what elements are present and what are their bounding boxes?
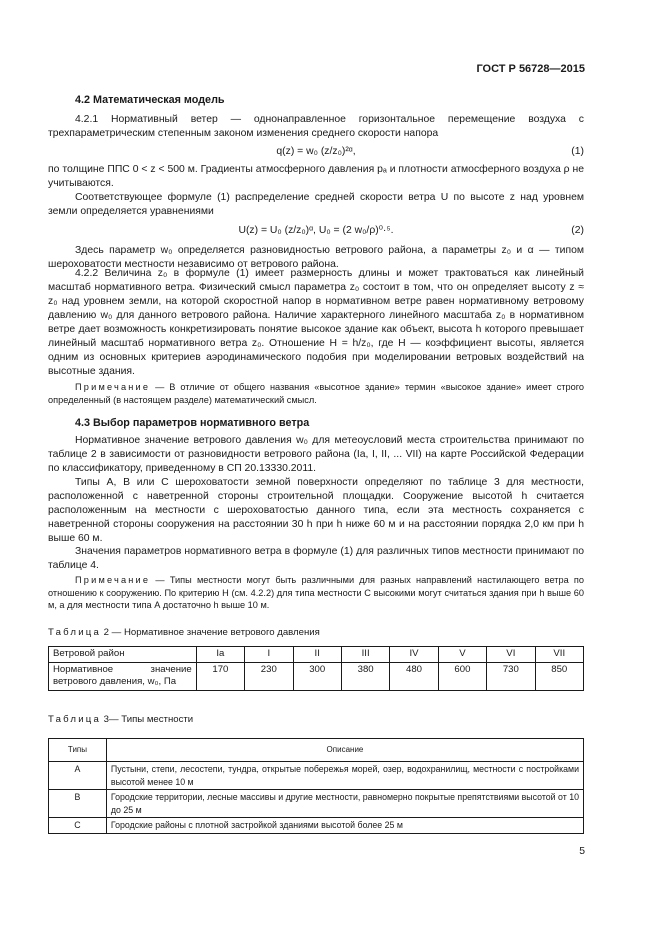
table-cell: 850: [535, 662, 583, 690]
formula-2-expression: U(z) = U₀ (z/z₀)ᵅ, U₀ = (2 w₀/ρ)⁰·⁵.: [238, 225, 394, 236]
table-2-caption-label: Таблица: [48, 627, 102, 638]
table-cell: IV: [390, 647, 438, 663]
table-3-caption-text: 3— Типы местности: [101, 714, 194, 725]
table-cell: B: [49, 790, 107, 818]
table-cell: VI: [487, 647, 535, 663]
table-3-caption-label: Таблица: [48, 714, 102, 725]
formula-1-expression: q(z) = w₀ (z/z₀)²ᵅ,: [276, 146, 356, 157]
formula-2: [48, 224, 584, 238]
table-cell: 300: [293, 662, 341, 690]
table-3: [48, 738, 584, 834]
table-cell: 170: [196, 662, 244, 690]
table-cell: 480: [390, 662, 438, 690]
section-heading-4-2: 4.2 Математическая модель: [75, 94, 225, 106]
paragraph-4-2-1-d: Здесь параметр w₀ определяется разновидностью ветрового района, а параметры z₀ и α — типом шероховатости местности независимо от ветрового района.: [48, 245, 584, 270]
note-label: Примечание: [75, 382, 151, 392]
paragraph-4-2-1-b: по толщине ППС 0 < z < 500 м. Градиенты атмосферного давления pₐ и плотности атмосферного воздуха ρ не учитываются.: [48, 164, 584, 189]
formula-1: [48, 145, 584, 159]
table-2-value-label: Нормативное значение ветрового давления, w₀, Па: [49, 662, 197, 690]
table-3-caption: [48, 713, 193, 727]
table-row: [49, 790, 584, 818]
note-text: — Типы местности могут быть различными для разных направлений настилающего ветра по отношению к сооружению. По критерию H (см. 4.2.2) для типа местности С высокими могут считаться здания при h выше 60 м, а для местности типа А достаточно h выше 10 м.: [48, 575, 584, 610]
table-row: [49, 762, 584, 790]
table-cell: Пустыни, степи, лесостепи, тундра, открытые побережья морей, озер, водохранилищ, местности с постройками высотой менее 10 м: [106, 762, 583, 790]
table-2-caption: [48, 626, 320, 640]
table-cell: III: [341, 647, 389, 663]
formula-1-number: (1): [571, 146, 584, 157]
note-4-3: [48, 574, 584, 612]
document-code: ГОСТ Р 56728—2015: [476, 63, 585, 75]
note-text: — В отличие от общего названия «высотное здание» термин «высокое здание» имеет строго определенный (в настоящем разделе) математический смысл.: [48, 382, 584, 405]
table-cell: 230: [245, 662, 293, 690]
table-cell: C: [49, 818, 107, 834]
table-cell: Ia: [196, 647, 244, 663]
paragraph-4-2-1: 4.2.1 Нормативный ветер — однонаправленное горизонтальное перемещение воздуха с трехпараметрическим степенным законом изменения среднего скорости напора: [48, 114, 584, 139]
table-cell: I: [245, 647, 293, 663]
table-cell: Городские территории, лесные массивы и другие местности, равномерно покрытые препятствиями высотой от 10 до 25 м: [106, 790, 583, 818]
page-number: 5: [579, 846, 585, 857]
table-cell: V: [438, 647, 486, 663]
paragraph-4-2-1-c: Соответствующее формуле (1) распределение средней скорости ветра U по высоте z над уровнем земли определяется уравнениями: [48, 192, 584, 217]
table-cell: VII: [535, 647, 583, 663]
table-3-header-desc: Описание: [106, 739, 583, 762]
table-row: [49, 818, 584, 834]
table-cell: A: [49, 762, 107, 790]
paragraph-4-3-1: Нормативное значение ветрового давления w₀ для метеоусловий места строительства принимают по таблице 2 в зависимости от разновидности ветрового района (Ia, I, II, ... VII) на карте Российской Федерации по классификатору, приведенному в СП 20.13330.2011.: [48, 435, 584, 474]
table-cell: 380: [341, 662, 389, 690]
table-2-header-label: Ветровой район: [49, 647, 197, 663]
table-3-header-type: Типы: [49, 739, 107, 762]
table-row: [49, 647, 584, 663]
table-row: [49, 739, 584, 762]
note-4-2: [48, 381, 584, 406]
table-cell: II: [293, 647, 341, 663]
section-heading-4-3: 4.3 Выбор параметров нормативного ветра: [75, 417, 310, 429]
formula-2-number: (2): [571, 225, 584, 236]
table-cell: 730: [487, 662, 535, 690]
paragraph-4-3-3: Значения параметров нормативного ветра в формуле (1) для различных типов местности принимают по таблице 4.: [48, 546, 584, 571]
table-row: [49, 662, 584, 690]
table-cell: 600: [438, 662, 486, 690]
note-label: Примечание: [75, 575, 151, 585]
paragraph-4-3-2: Типы А, В или С шероховатости земной поверхности определяют по таблице 3 для местности, расположенной с наветренной стороны строительной площадки. Сооружение высотой h считается расположенным на местности с шероховатостью данного типа, если эта местность сохраняется с наветренной стороны сооружения на расстоянии 30 h при h ниже 60 м и на расстоянии порядка 2,0 км при h выше 60 м.: [48, 477, 584, 544]
table-2: [48, 646, 584, 691]
paragraph-4-2-2: 4.2.2 Величина z₀ в формуле (1) имеет размерность длины и может трактоваться как линейный масштаб нормативного ветра. Физический смысл параметра z₀ состоит в том, что он определяет высоту z ≈ z₀ над уровнем земли, на которой скоростной напор в нормативном ветре равен нормативному ветровому давлению w₀ для данного ветрового района. Наличие характерного линейного масштаба z₀ в нормативном ветре дает возможность конкретизировать понятие высокое здание как объект, высота h которого превышает линейный масштаб нормативного ветра z₀. Отношение H = h/z₀, где H — коэффициент высоты, является одним из основных критериев аэродинамического подобия при моделировании ветровых воздействий на высотные здания.: [48, 268, 584, 377]
table-cell: Городские районы с плотной застройкой зданиями высотой более 25 м: [106, 818, 583, 834]
table-2-caption-text: 2 — Нормативное значение ветрового давления: [101, 627, 320, 638]
